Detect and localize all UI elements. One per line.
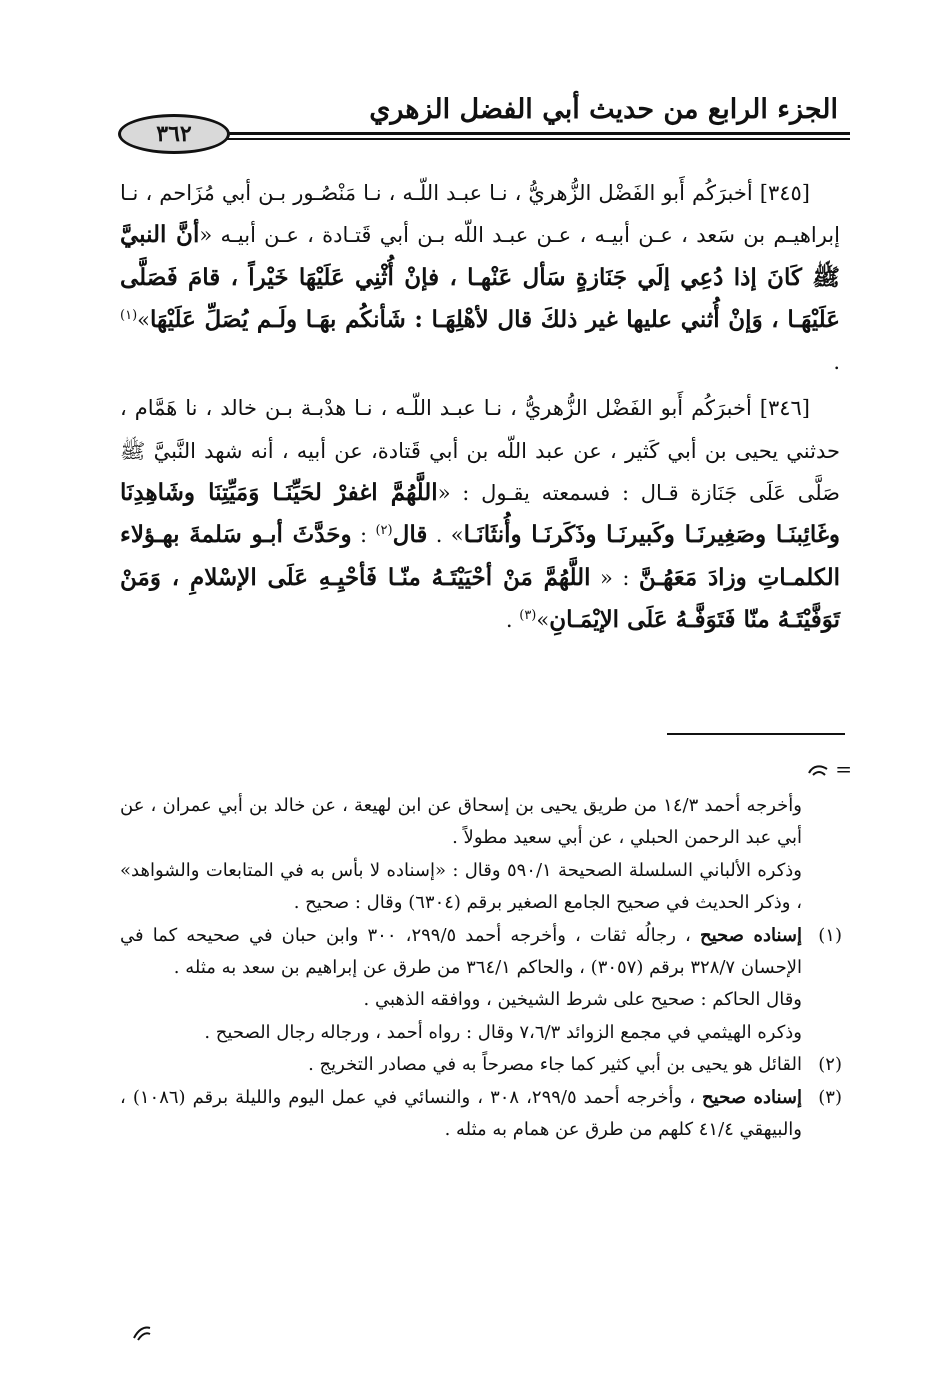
matn-text: اللَّهُمَّ مَنْ أحْيَيْتَـهُ منّـا فَأحْيِـهِ عَلَى الإسْلامِ ، وَمَنْ تَوَفَّيْتَـهُ منّا فَتَوَفَّـهُ عَلَى الإيْمَـانِ — [120, 563, 840, 633]
footnote-ref: (٢) — [375, 523, 393, 539]
hadith-345 — [120, 172, 840, 383]
continuation-mark — [792, 757, 852, 781]
note-paragraph: وأخرجه أحمد ١٤/٣ من طريق يحيى بن إسحاق عن ابن لهيعة ، عن خالد بن أبي عمران ، عن أبي عبد الرحمن الحبلي ، عن أبي سعيد مطولاً . — [120, 795, 802, 849]
matn-text: وحَدَّثَ أبـو سَلمةَ بهـؤلاء الكلمـاتِ وزادَ مَعَهُـنَّ — [120, 521, 841, 591]
grading: إسناده صحيح — [702, 1086, 803, 1108]
note-text: ، رجالُه ثقات ، وأخرجه أحمد ٢٩٩/٥، ٣٠٠ وابن حبان في صحيحه كما في الإحسان ٣٢٨/٧ برقم (٣٠٥٧) ، والحاكم ٣٦٤/١ من طرق عن إبراهيم بن سعد به مثله . — [120, 924, 802, 979]
separator: » . — [427, 523, 464, 548]
header-rule — [215, 132, 850, 135]
isnad-text: أخبرَكُم أَبو الفَضْل الزُّهريُّ ، نـا عبـد اللّـه ، نـا مَنْصُـور بـن أبي مُزَاحم ، نـا إبراهيـم بن سَعد ، عـن أبيـه ، عـن عبـد اللّه بـن أبي قَتـادة ، عـن أبيـه « — [120, 181, 840, 248]
footnote-number: (١) — [818, 924, 842, 946]
hadith-346 — [120, 387, 840, 641]
isnad-text: أخبرَكُم أَبو الفَضْل الزُّهريُّ ، نـا عبـد اللّـه ، نـا هدْبـة بـن خالد ، نا هَمَّام ، حدثني يحيى بن أبي كَثير ، عن عبد اللّه بن أبي قَتادة، عن أبيه ، أنه شهد النَّبيَّ ﷺ صَلَّى عَلَى جَنَازة قـال : فسمعته يقـول : « — [120, 396, 840, 506]
note-paragraph: القائل هو يحيى بن أبي كثير كما جاء مصرحاً به في مصادر التخريج . — [308, 1054, 802, 1076]
pen-icon — [807, 763, 829, 779]
hadith-number: [٣٤٦] — [759, 396, 810, 421]
footnote-body — [120, 920, 802, 1050]
header-rule-thin — [215, 138, 850, 140]
note-paragraph: وقال الحاكم : صحيح على شرط الشيخين ، ووافقه الذهبي . — [363, 989, 802, 1011]
end-of-page-icon — [130, 1320, 154, 1344]
footnote-body — [120, 1049, 802, 1081]
footnote-3 — [120, 1082, 842, 1147]
main-text — [120, 172, 840, 645]
equals-sign: = — [835, 757, 852, 781]
page-header — [110, 92, 850, 152]
footnote-separator — [667, 733, 845, 735]
note-paragraph — [120, 1082, 802, 1147]
note-paragraph: وذكره الألباني السلسلة الصحيحة ٥٩٠/١ وقال : «إسناده لا بأس به في المتابعات والشواهد» ، وذكر الحديث في صحيح الجامع الصغير برقم (٦٣٠٤) وقال : صحيح . — [120, 859, 803, 914]
continued-note — [120, 790, 842, 920]
grading: إسناده صحيح — [699, 924, 803, 946]
footnote-ref: (٣) — [519, 607, 537, 623]
quote-close: » — [536, 607, 550, 632]
qala-word: قال — [392, 521, 428, 549]
page-number-badge: ٣٦٢ — [118, 114, 230, 154]
end-mark: . — [505, 607, 520, 632]
separator: : « — [590, 565, 639, 590]
footnote-body — [120, 1082, 802, 1147]
matn-text: اللَّهُمَّ اغفرْ لحَيِّنَـا وَمَيِّتِنَا وشَاهِدِنَا وغَائِبنَـا وصَغِيرنَـا وكَبيرنَـا وذَكَرنَـا وأُنثَانَـا — [120, 479, 840, 549]
footnote-2 — [120, 1049, 842, 1081]
hadith-number: [٣٤٥] — [759, 181, 810, 205]
footnote-1 — [120, 920, 842, 1050]
note-text: ، وأخرجه أحمد ٢٩٩/٥، ٣٠٨ ، والنسائي في عمل اليوم والليلة برقم (١٠٨٦) ، والبيهقي ٤١/٤ كلهم من طرق عن همام به مثله . — [120, 1086, 802, 1141]
quote-close: » — [137, 307, 150, 332]
footnote-ref: (١) — [120, 307, 138, 323]
note-paragraph: وذكره الهيثمي في مجمع الزوائد ٧،٦/٣ وقال : رواه أحمد ، ورجاله رجال الصحيح . — [204, 1021, 802, 1043]
matn-text: أنَّ النبيَّ ﷺ كَانَ إذا دُعِي إلَي جَنَازةٍ سَأل عَنْهـا ، فإنْ أُثْنِي عَلَيْهَا خَيْراً ، قامَ فَصَلَّى عَلَيْهَـا ، وَإنْ أُثني عليها غير ذلكَ قال لأهْلِهَـا : شَأنكُم بهَـا ولَـم يُصَلِّ عَلَيْهَا — [120, 221, 840, 333]
footnotes — [120, 790, 842, 1146]
footnote-number: (٣) — [818, 1086, 842, 1108]
running-title: الجزء الرابع من حديث أبي الفضل الزهري — [369, 94, 838, 125]
note-paragraph — [120, 920, 802, 985]
end-mark: . — [833, 350, 840, 375]
footnote-number: (٢) — [818, 1054, 842, 1076]
separator: : — [351, 523, 376, 548]
